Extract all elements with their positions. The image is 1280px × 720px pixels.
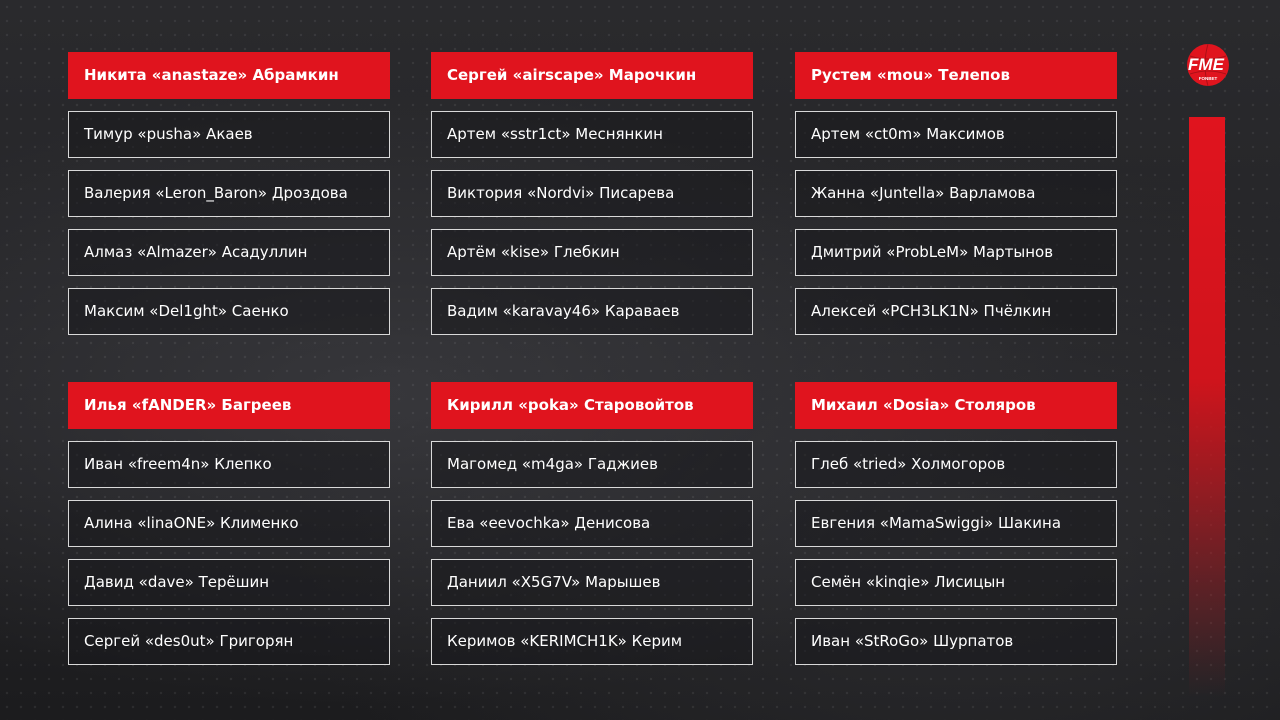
logo-text: FME [1188,55,1224,74]
team-captain: Рустем «mou» Телепов [795,52,1117,99]
decorative-red-bar [1189,117,1225,697]
team-player: Магомед «m4ga» Гаджиев [431,441,753,488]
team-player: Иван «StRoGo» Шурпатов [795,618,1117,665]
fme-logo [1174,40,1238,90]
team-player: Давид «dave» Терёшин [68,559,390,606]
team-captain: Сергей «airscape» Марочкин [431,52,753,99]
team-player: Жанна «Juntella» Варламова [795,170,1117,217]
team-card-airscape [431,52,753,335]
team-card-mou [795,52,1117,335]
team-player: Глеб «tried» Холмогоров [795,441,1117,488]
team-card-dosia [795,382,1117,665]
team-captain: Кирилл «poka» Старовойтов [431,382,753,429]
team-player: Алмаз «Almazer» Асадуллин [68,229,390,276]
team-player: Иван «freem4n» Клепко [68,441,390,488]
team-card-fander [68,382,390,665]
team-player: Алина «linaONE» Клименко [68,500,390,547]
team-player: Даниил «X5G7V» Марышев [431,559,753,606]
team-player: Артём «kise» Глебкин [431,229,753,276]
team-player: Семён «kinqie» Лисицын [795,559,1117,606]
team-player: Ева «eevochka» Денисова [431,500,753,547]
team-card-poka [431,382,753,665]
team-player: Керимов «KERIMCH1K» Керим [431,618,753,665]
team-player: Валерия «Leron_Baron» Дроздова [68,170,390,217]
team-player: Артем «sstr1ct» Меснянкин [431,111,753,158]
team-captain: Илья «fANDER» Багреев [68,382,390,429]
logo-subtext: FONBET [1198,76,1218,81]
team-player: Максим «Del1ght» Саенко [68,288,390,335]
team-player: Артем «ct0m» Максимов [795,111,1117,158]
team-player: Евгения «MamaSwiggi» Шакина [795,500,1117,547]
team-captain: Михаил «Dosia» Столяров [795,382,1117,429]
team-player: Виктория «Nordvi» Писарева [431,170,753,217]
team-player: Дмитрий «ProbLeM» Мартынов [795,229,1117,276]
team-captain: Никита «anastaze» Абрамкин [68,52,390,99]
team-player: Сергей «des0ut» Григорян [68,618,390,665]
team-player: Тимур «pusha» Акаев [68,111,390,158]
team-card-anastaze [68,52,390,335]
team-player: Вадим «karavay46» Караваев [431,288,753,335]
team-player: Алексей «PCH3LK1N» Пчёлкин [795,288,1117,335]
